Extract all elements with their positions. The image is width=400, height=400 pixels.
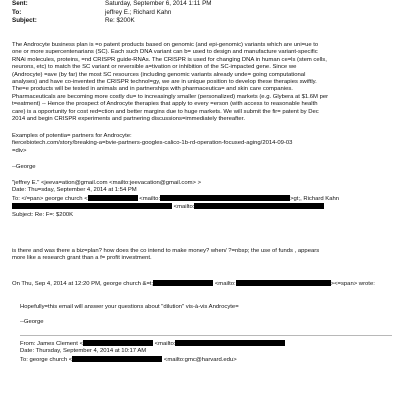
question-paragraph xyxy=(12,248,392,263)
sent-row xyxy=(12,0,392,9)
paragraph-line: t=eatment) -- Hence the prospect of Androcyte therapies that apply to every =erson (with access to reasonable health xyxy=(12,101,318,108)
redaction-bar xyxy=(153,280,213,286)
to-row xyxy=(12,9,392,18)
paragraph-line: one or more supercentenarians (SC). Each such DNA variant can b= used to design and manufacture variant-specific xyxy=(12,49,318,56)
quoted-header-1 xyxy=(12,180,392,219)
quote-to-mailto: <mailto: xyxy=(139,195,161,202)
subject-label: Subject: xyxy=(12,17,37,25)
business-plan-paragraph xyxy=(12,42,392,123)
to-text: To: george church < xyxy=(20,356,73,363)
paragraph-line: analyses) and have co-invented the CRISPR technol=gy, we are in unique position to develop these therapies swiftly. xyxy=(12,79,317,86)
quote-to-mailto: <mailto: xyxy=(173,204,195,211)
hopefully-line: Hopefully=this email will answer your questions about "dilution" vis-à-vis Androcyte= xyxy=(20,304,239,310)
attribution-text: On Thu, Sep 4, 2014 at 12:20 PM, george church &=t; xyxy=(12,281,154,287)
from-text: From: James Clement < xyxy=(20,340,84,347)
paragraph-line: The Androcyte business plan is =o patent products based on genomic (and epi-genomic) variants which are uni=ue to xyxy=(12,42,319,48)
paragraph-line: more like a research grant than a f= profit investment. xyxy=(12,255,152,262)
separator-rule xyxy=(20,335,392,336)
quote-date: Date: Thu=sday, September 4, 2014 at 1:54 PM xyxy=(12,187,137,194)
quote-to-tail: >gt;, Richard Kahn xyxy=(290,195,340,202)
paragraph-line: The=e products will be tested in animals and in partnerships with pharmaceutica= and skin care companies. xyxy=(12,86,293,93)
redaction-bar xyxy=(72,356,162,362)
quote-subject: Subject: Re: F=: $200K xyxy=(12,211,74,218)
redaction-bar xyxy=(88,195,138,201)
quote-to-line2 xyxy=(12,203,392,211)
subject-value: Re: $200K xyxy=(105,17,135,25)
examples-label: Examples of potentia= partners for Androcyte: xyxy=(12,133,132,139)
to-line xyxy=(20,356,392,364)
redaction-bar xyxy=(194,203,324,209)
redaction-bar xyxy=(160,195,290,201)
paragraph-line: care) is a opportunity for cost red=ction and better margins due to huge markets. We will submit the fir= patent by Dec xyxy=(12,108,319,115)
redaction-bar xyxy=(12,203,172,209)
paragraph-line: 2014 and begin CRISPR experiments and partnering discussions=immediately thereafter. xyxy=(12,116,245,123)
redaction-bar xyxy=(83,340,153,346)
email-header xyxy=(12,0,392,26)
on-thu-attribution xyxy=(12,280,392,288)
date-line: Date: Thursday, September 4, 2014 at 10:17 AM xyxy=(20,348,147,355)
signature xyxy=(12,164,392,171)
to-value: jeffrey E.; Richard Kahn xyxy=(105,8,172,16)
attribution-tail: ><=span> wrote: xyxy=(330,281,375,287)
examples-url: fiercebiotech.com/story/breaking-a=bvie-partners-googles-calico-1b-rd-operation-focused-aging/2014-09-03 xyxy=(12,140,293,147)
to-label: To: xyxy=(12,8,22,16)
attribution-line xyxy=(12,280,392,288)
quoted-reply xyxy=(20,304,392,364)
signature-text: --George xyxy=(20,319,44,326)
quote-from: "jeffrey E." <jeeva=ation@gmail.com <mailto:jeevacation@gmail.com> > xyxy=(12,180,202,186)
to-mailto: <mailto:gmc@harvard.edu> xyxy=(163,356,237,363)
paragraph-line: Pharmaceuticals are becoming more costly du= to increasingly smaller (personalized) markets (e.g. Glybera at $1.6M per xyxy=(12,93,329,100)
redaction-bar xyxy=(236,280,331,286)
quote-to xyxy=(12,195,392,203)
paragraph-line: neurons, etc) to match the SC variant or reversible a=tivation or inhibition of the SC-impacted gene. Since we xyxy=(12,64,297,71)
signature-text: --George xyxy=(12,164,36,170)
sent-label: Sent: xyxy=(12,0,28,7)
from-line xyxy=(20,340,392,348)
redaction-bar xyxy=(175,340,285,346)
paragraph-line: RNAi molecules, proteins, =nd CRISPR guide-RNAs. The CRISPR is used for changing DNA in human ce=ls (stem cells, xyxy=(12,56,327,63)
paragraph-line: (Androcyte) =ave (by far) the most SC resources (including genomic variants already unde= going computational xyxy=(12,71,306,78)
examples-section xyxy=(12,133,392,155)
attribution-mailto: <mailto: xyxy=(214,281,236,287)
quote-to-text: To: </=pan> george church < xyxy=(12,195,88,202)
sent-value: Saturday, September 6, 2014 1:11 PM xyxy=(105,0,212,7)
paragraph-line: is there and was there a biz=plan? how does the co intend to make money? when/ ?=nbsp; the use of funds , appears xyxy=(12,248,320,254)
subject-row xyxy=(12,17,392,26)
examples-tail: =div> xyxy=(12,147,27,154)
from-mailto: <mailto: xyxy=(154,340,176,347)
